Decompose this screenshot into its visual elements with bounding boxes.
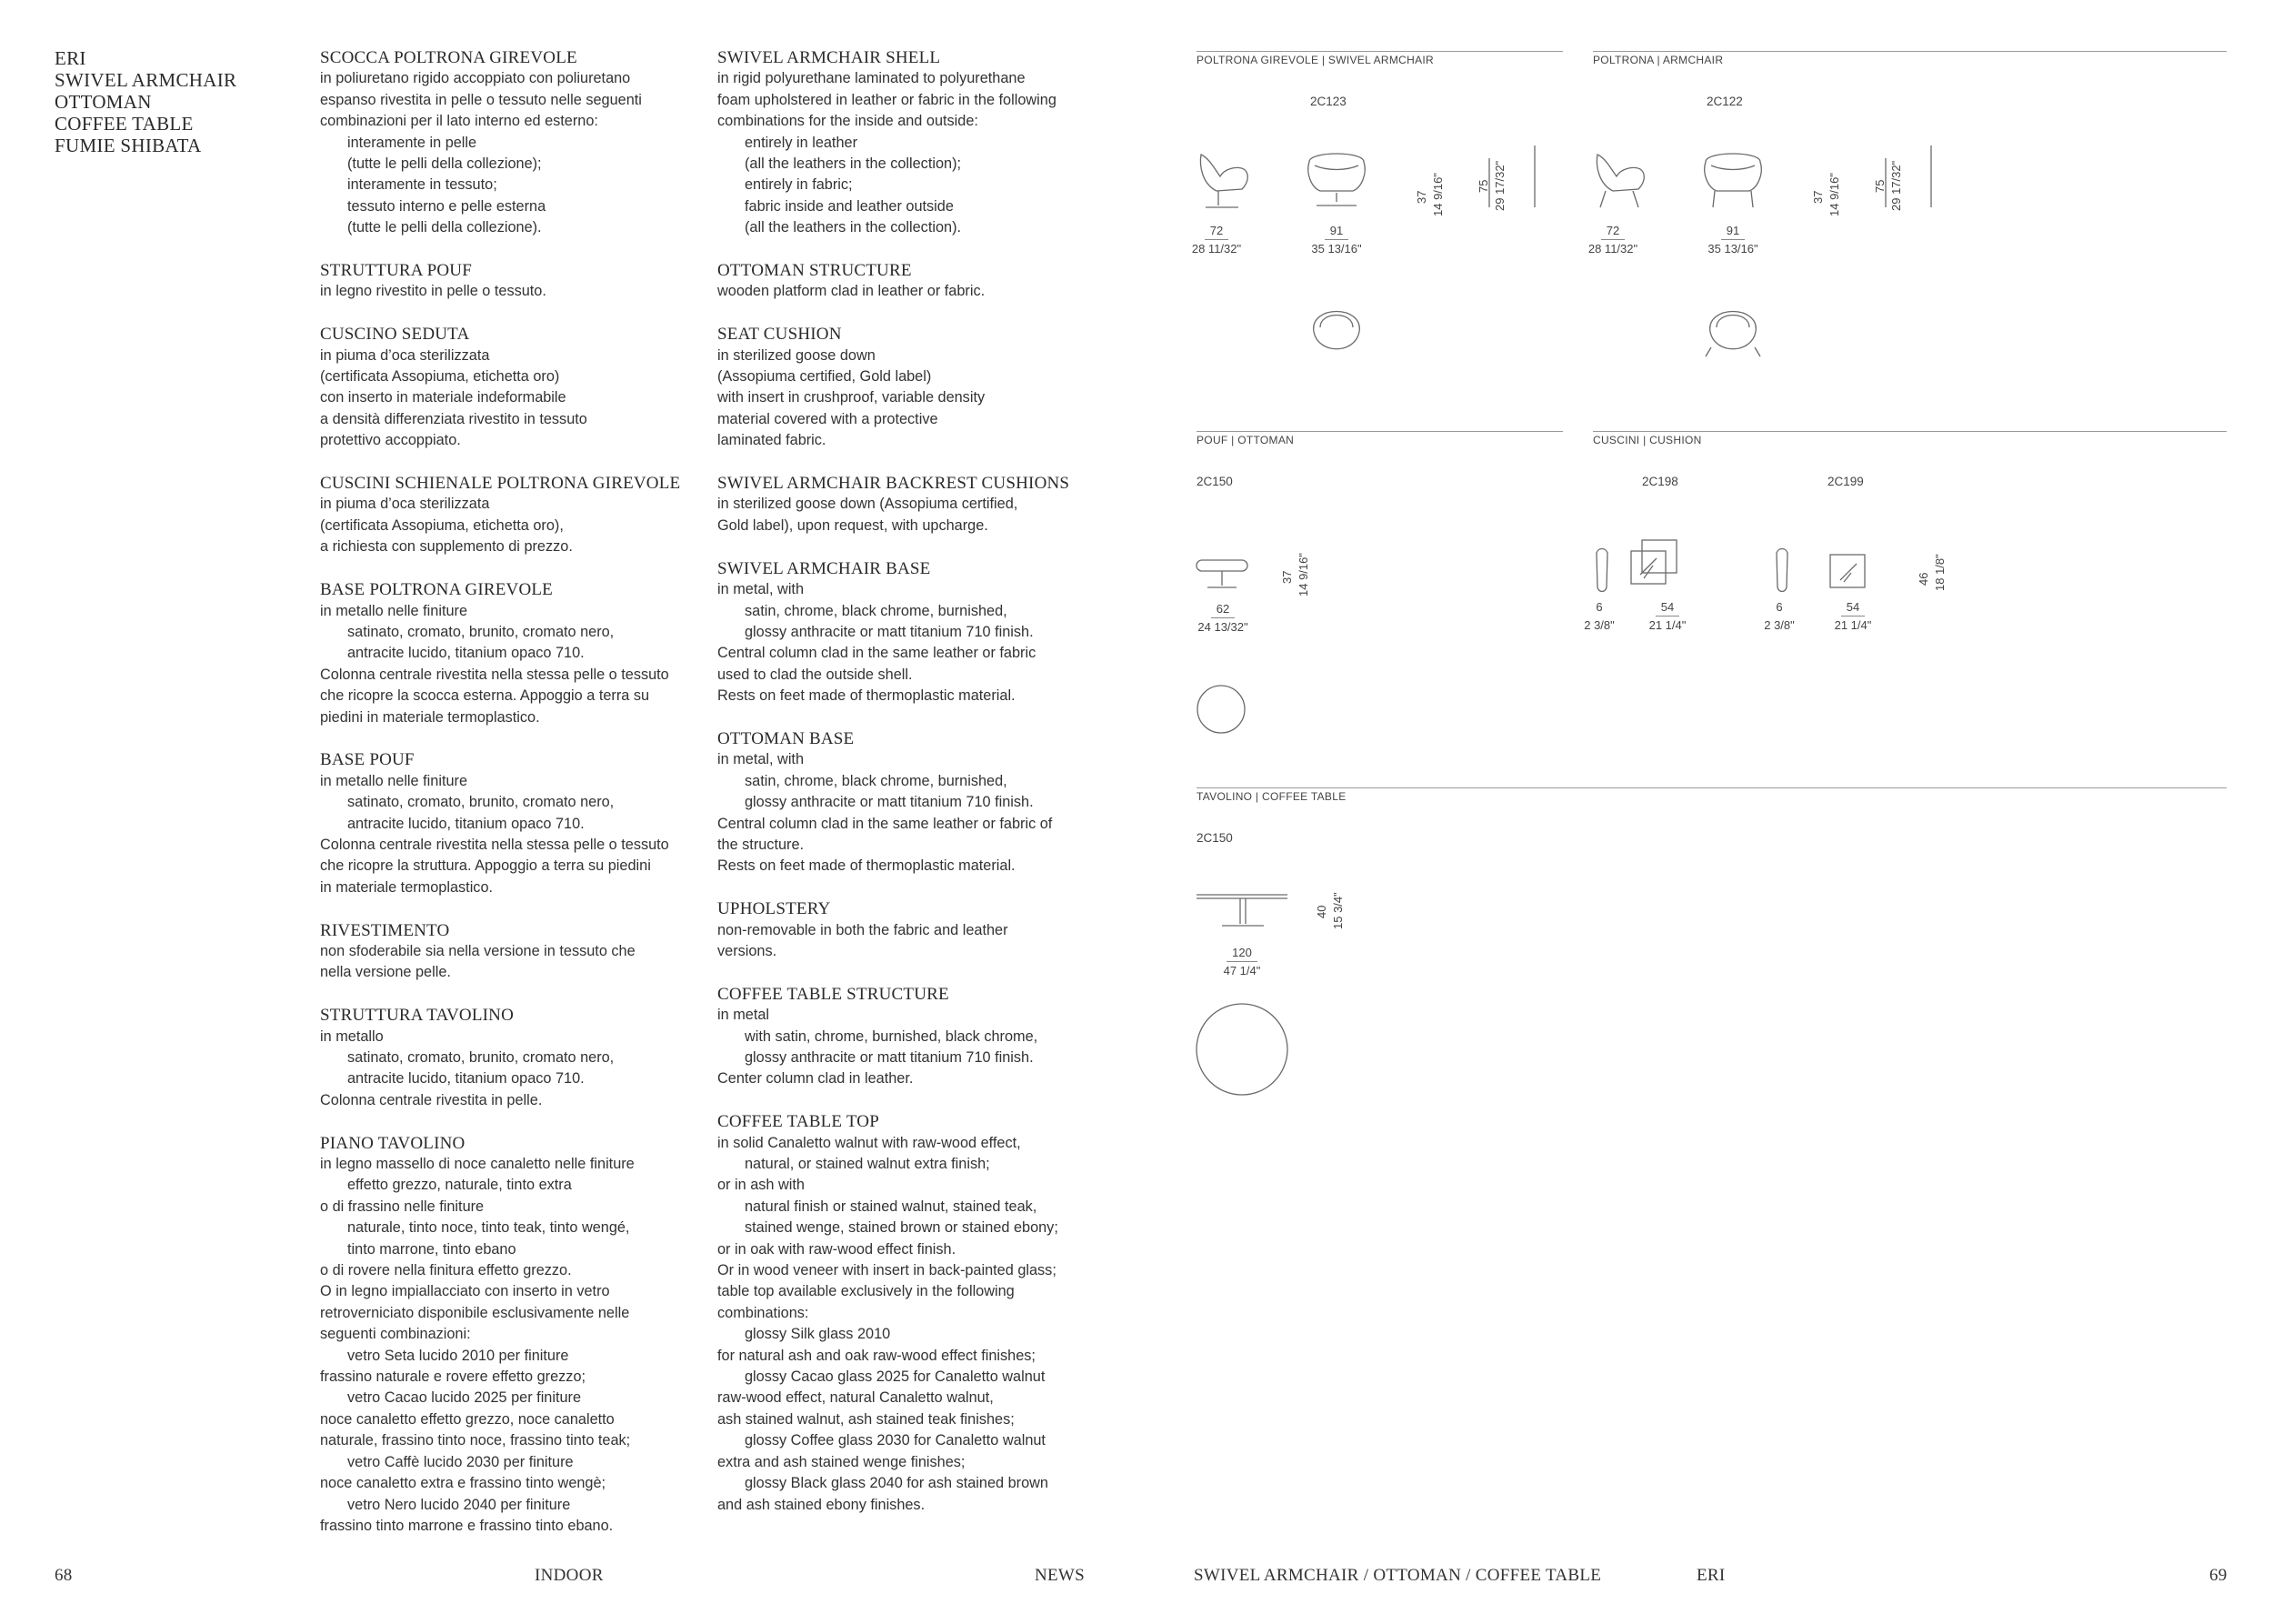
spec-section-title: COFFEE TABLE TOP: [717, 1112, 879, 1132]
spec-text-line: Central column clad in the same leather or fabric: [717, 645, 1036, 662]
spec-text-line: glossy Black glass 2040 for ash stained brown: [745, 1475, 1048, 1492]
spec-text-line: Rests on feet made of thermoplastic material.: [717, 687, 1016, 705]
spec-text-line: in poliuretano rigido accoppiato con poliuretano: [320, 70, 631, 87]
dim-thickness: 6: [1776, 600, 1783, 614]
spec-text-line: satinato, cromato, brunito, cromato nero,: [347, 623, 615, 640]
spec-section: [717, 473, 1099, 536]
dim-height: 75: [1873, 179, 1887, 193]
spec-text-line: satinato, cromato, brunito, cromato nero,: [347, 1048, 615, 1066]
dim-height: 37: [1811, 190, 1825, 204]
spec-section: [320, 47, 702, 239]
spec-section: [320, 324, 702, 451]
dim-width-inch: 21 1/4": [1834, 618, 1872, 632]
spec-text-line: in sterilized goose down (Assopiuma certified,: [717, 496, 1018, 513]
spec-text-line: retroverniciato disponibile esclusivamente nelle: [320, 1304, 630, 1321]
dim-width-inch: 21 1/4": [1648, 618, 1687, 632]
spec-text-line: natural, or stained walnut extra finish;: [745, 1156, 990, 1172]
spec-section-title: RIVESTIMENTO: [320, 920, 450, 940]
spec-text-line: or in ash with: [717, 1177, 805, 1194]
spec-text-line: in legno rivestito in pelle o tessuto.: [320, 283, 546, 300]
spec-text-line: satin, chrome, black chrome, burnished,: [745, 602, 1007, 619]
spec-text-line: Central column clad in the same leather or fabric of: [717, 815, 1053, 832]
spec-text-line: nella versione pelle.: [320, 964, 451, 981]
dim-width: 54: [1642, 600, 1693, 617]
dim-height: 75: [1477, 179, 1490, 193]
spec-text-line: glossy anthracite or matt titanium 710 finish.: [745, 794, 1034, 811]
spec-text-line: protettivo accoppiato.: [320, 432, 461, 449]
spec-text-line: glossy Coffee glass 2030 for Canaletto walnut: [745, 1432, 1046, 1449]
spec-text-line: Or in wood veneer with insert in back-painted glass;: [717, 1262, 1056, 1279]
dim-height-inch: 14 9/16": [1297, 553, 1310, 596]
spec-section: [320, 579, 702, 728]
spec-text-line: laminated fabric.: [717, 432, 826, 449]
spec-section-title: OTTOMAN BASE: [717, 728, 855, 748]
dim-width: 91: [1306, 224, 1367, 240]
spec-text-line: stained wenge, stained brown or stained ebony;: [745, 1219, 1058, 1237]
spec-section: [320, 1005, 702, 1111]
spec-text-line: in solid Canaletto walnut with raw-wood effect,: [717, 1134, 1021, 1151]
spec-text-line: natural finish or stained walnut, stained teak,: [745, 1198, 1037, 1215]
spec-text-line: antracite lucido, titanium opaco 710.: [347, 815, 585, 832]
spec-text-line: seguenti combinazioni:: [320, 1326, 471, 1343]
spec-text-line: O in legno impiallacciato con inserto in vetro: [320, 1283, 610, 1300]
spec-text-line: glossy anthracite or matt titanium 710 finish.: [745, 1048, 1034, 1066]
spec-text-line: in materiale termoplastico.: [320, 878, 494, 896]
spec-text-line: in metal, with: [717, 581, 805, 598]
spec-text-line: in sterilized goose down: [717, 346, 876, 364]
spec-text-line: glossy Cacao glass 2025 for Canaletto walnut: [745, 1368, 1046, 1386]
dim-height-inch: 29 17/32": [1889, 160, 1903, 211]
spec-text-line: naturale, frassino tinto noce, frassino tinto teak;: [320, 1432, 631, 1449]
footer-section-news: NEWS: [1035, 1566, 1086, 1585]
spec-text-line: used to clad the outside shell.: [717, 666, 913, 683]
panel-label-ottoman: POUF | OTTOMAN: [1197, 434, 1295, 446]
dim-width-inch: 24 13/32": [1197, 620, 1248, 634]
spec-text-line: in metallo: [320, 1028, 384, 1045]
spec-section-title: COFFEE TABLE STRUCTURE: [717, 984, 949, 1004]
spec-section: [717, 728, 1099, 877]
swivel-armchair-drawing: [1182, 145, 1564, 373]
spec-text-line: versions.: [717, 942, 777, 959]
page-number-right: 69: [2209, 1566, 2228, 1585]
spec-text-line: (tutte le pelli della collezione);: [347, 155, 542, 173]
spec-text-line: tinto marrone, tinto ebano: [347, 1240, 516, 1258]
spec-text-line: raw-wood effect, natural Canaletto walnut,: [717, 1389, 994, 1407]
dim-width-inch: 47 1/4": [1223, 964, 1261, 977]
dim-width-inch: 28 11/32": [1587, 242, 1638, 256]
dim-thickness: 6: [1596, 600, 1603, 614]
spec-text-line: vetro Nero lucido 2040 per finiture: [347, 1496, 571, 1513]
title-line: ERI: [55, 47, 86, 69]
spec-text-line: (Assopiuma certified, Gold label): [717, 368, 932, 386]
spec-section-title: BASE POLTRONA GIREVOLE: [320, 580, 553, 600]
spec-text-line: Colonna centrale rivestita in pelle.: [320, 1091, 543, 1108]
spec-text-line: entirely in leather: [745, 134, 857, 151]
spec-text-line: foam upholstered in leather or fabric in the following: [717, 91, 1056, 108]
spec-text-line: antracite lucido, titanium opaco 710.: [347, 645, 585, 662]
dim-width: 54: [1827, 600, 1878, 617]
collection-title: [55, 47, 236, 156]
spec-text-line: con inserto in materiale indeformabile: [320, 389, 566, 406]
dim-width: 120: [1197, 946, 1287, 962]
spec-section-title: STRUTTURA TAVOLINO: [320, 1006, 515, 1026]
spec-text-line: in metallo nelle finiture: [320, 602, 467, 619]
panel-divider: [1197, 787, 2227, 788]
spec-text-line: piedini in materiale termoplastico.: [320, 708, 540, 726]
spec-section-title: STRUTTURA POUF: [320, 261, 472, 281]
dim-width: 72: [1191, 224, 1242, 240]
dim-width: 72: [1587, 224, 1638, 240]
spec-section-title: SEAT CUSHION: [717, 325, 842, 345]
footer-collection: ERI: [1697, 1566, 1726, 1585]
dim-width: 91: [1702, 224, 1764, 240]
spec-text-line: Center column clad in leather.: [717, 1070, 914, 1088]
spec-section: [320, 260, 702, 303]
spec-text-line: in metallo nelle finiture: [320, 772, 467, 789]
spec-text-line: glossy Silk glass 2010: [745, 1326, 891, 1343]
panel-divider: [1593, 51, 2227, 52]
title-line: OTTOMAN: [55, 91, 152, 113]
spec-text-line: entirely in fabric;: [745, 176, 853, 194]
panel-label-coffee-table: TAVOLINO | COFFEE TABLE: [1197, 790, 1347, 803]
title-line: COFFEE TABLE: [55, 113, 194, 135]
spec-section: [717, 898, 1099, 962]
spec-section-title: SWIVEL ARMCHAIR SHELL: [717, 48, 941, 67]
spec-text-line: (tutte le pelli della collezione).: [347, 219, 542, 236]
spec-text-line: ash stained walnut, ash stained teak finishes;: [717, 1410, 1015, 1428]
armchair-drawing: [1578, 145, 1960, 373]
spec-text-line: interamente in pelle: [347, 134, 477, 151]
dim-height: 40: [1315, 905, 1328, 918]
spec-text-line: tessuto interno e pelle esterna: [347, 197, 546, 215]
dim-height-inch: 15 3/4": [1331, 892, 1345, 929]
spec-section: [717, 984, 1099, 1090]
product-code: 2C150: [1197, 831, 1233, 845]
spec-text-line: Colonna centrale rivestita nella stessa pelle o tessuto: [320, 836, 669, 853]
spec-text-line: with satin, chrome, burnished, black chrome,: [745, 1028, 1038, 1045]
spec-text-line: extra and ash stained wenge finishes;: [717, 1453, 966, 1470]
spec-text-line: frassino tinto marrone e frassino tinto ebano.: [320, 1517, 614, 1534]
spec-text-line: o di rovere nella finitura effetto grezzo.: [320, 1262, 572, 1279]
spec-section: [320, 920, 702, 984]
spec-text-line: a richiesta con supplemento di prezzo.: [320, 538, 573, 556]
spec-section: [320, 749, 702, 898]
dim-height: 37: [1415, 190, 1428, 204]
spec-text-line: for natural ash and oak raw-wood effect finishes;: [717, 1347, 1036, 1364]
spec-text-line: non sfoderabile sia nella versione in tessuto che: [320, 942, 636, 959]
title-line: FUMIE SHIBATA: [55, 135, 202, 156]
spec-section: [717, 260, 1099, 303]
dim-thickness-inch: 2 3/8": [1764, 618, 1795, 632]
spec-text-line: non-removable in both the fabric and leather: [717, 921, 1008, 938]
product-code: 2C150: [1197, 475, 1233, 488]
product-code: 2C198: [1642, 475, 1678, 488]
spec-text-line: Gold label), upon request, with upcharge.: [717, 516, 988, 534]
product-code: 2C123: [1310, 95, 1347, 108]
spec-text-line: (certificata Assopiuma, etichetta oro): [320, 368, 560, 386]
spec-section: [717, 324, 1099, 451]
dim-height: 37: [1280, 570, 1294, 584]
spec-text-line: material covered with a protective: [717, 410, 938, 427]
spec-text-line: noce canaletto effetto grezzo, noce canaletto: [320, 1410, 615, 1428]
spec-section-title: CUSCINI SCHIENALE POLTRONA GIREVOLE: [320, 474, 681, 494]
spec-text-line: wooden platform clad in leather or fabric.: [717, 283, 986, 300]
spec-text-line: in metal: [717, 1007, 770, 1024]
spec-text-line: che ricopre la scocca esterna. Appoggio a terra su: [320, 687, 650, 705]
spec-section-title: SCOCCA POLTRONA GIREVOLE: [320, 48, 577, 67]
spec-text-line: noce canaletto extra e frassino tinto wengè;: [320, 1475, 606, 1492]
spec-text-line: combinations for the inside and outside:: [717, 113, 978, 130]
spec-text-line: or in oak with raw-wood effect finish.: [717, 1240, 956, 1258]
spec-section-title: BASE POUF: [320, 750, 415, 770]
spec-section-title: UPHOLSTERY: [717, 899, 831, 919]
page-number-left: 68: [55, 1566, 73, 1585]
dim-height-inch: 14 9/16": [1431, 173, 1445, 216]
spec-text-line: with insert in crushproof, variable density: [717, 389, 986, 406]
spec-text-line: in piuma d’oca sterilizzata: [320, 496, 490, 513]
spec-text-line: vetro Seta lucido 2010 per finiture: [347, 1347, 569, 1364]
spec-text-line: naturale, tinto noce, tinto teak, tinto wengé,: [347, 1219, 630, 1237]
spec-text-line: Colonna centrale rivestita nella stessa pelle o tessuto: [320, 666, 669, 683]
dim-thickness-inch: 2 3/8": [1584, 618, 1615, 632]
spec-section: [717, 558, 1099, 707]
spec-text-line: satin, chrome, black chrome, burnished,: [745, 772, 1007, 789]
spec-text-line: (all the leathers in the collection);: [745, 155, 962, 173]
spec-text-line: and ash stained ebony finishes.: [717, 1496, 926, 1513]
spec-section: [320, 1133, 702, 1538]
cushion-drawing: [1578, 531, 1960, 604]
spec-text-line: espanso rivestita in pelle o tessuto nelle seguenti: [320, 91, 642, 108]
dim-width-inch: 35 13/16": [1707, 242, 1758, 256]
english-specs-column: [717, 47, 1099, 1537]
panel-divider: [1197, 51, 1563, 52]
panel-divider: [1593, 431, 2227, 432]
panel-label-swivel: POLTRONA GIREVOLE | SWIVEL ARMCHAIR: [1197, 54, 1435, 66]
spec-text-line: glossy anthracite or matt titanium 710 finish.: [745, 623, 1034, 640]
spec-text-line: vetro Cacao lucido 2025 per finiture: [347, 1389, 582, 1407]
dim-height-inch: 29 17/32": [1493, 160, 1507, 211]
spec-text-line: (certificata Assopiuma, etichetta oro),: [320, 516, 564, 534]
spec-text-line: interamente in tessuto;: [347, 176, 497, 194]
spec-text-line: a densità differenziata rivestito in tessuto: [320, 410, 587, 427]
spec-text-line: table top available exclusively in the following: [717, 1283, 1015, 1300]
dim-height-inch: 14 9/16": [1827, 173, 1841, 216]
spec-text-line: in piuma d’oca sterilizzata: [320, 346, 490, 364]
spec-text-line: in legno massello di noce canaletto nelle finiture: [320, 1156, 635, 1172]
spec-text-line: (all the leathers in the collection).: [745, 219, 962, 236]
spec-text-line: che ricopre la struttura. Appoggio a terra su piedini: [320, 857, 651, 875]
dim-width-inch: 28 11/32": [1191, 242, 1242, 256]
spec-section-title: SWIVEL ARMCHAIR BACKREST CUSHIONS: [717, 474, 1070, 494]
footer-caption: SWIVEL ARMCHAIR / OTTOMAN / COFFEE TABLE: [1194, 1566, 1602, 1585]
spec-text-line: antracite lucido, titanium opaco 710.: [347, 1070, 585, 1088]
spec-text-line: vetro Caffè lucido 2030 per finiture: [347, 1453, 574, 1470]
spec-text-line: combinazioni per il lato interno ed esterno:: [320, 113, 598, 130]
spec-text-line: Rests on feet made of thermoplastic material.: [717, 857, 1016, 875]
spec-section-title: CUSCINO SEDUTA: [320, 325, 470, 345]
spec-text-line: effetto grezzo, naturale, tinto extra: [347, 1177, 572, 1194]
product-code: 2C122: [1707, 95, 1743, 108]
spec-text-line: satinato, cromato, brunito, cromato nero,: [347, 794, 615, 811]
spec-text-line: combinations:: [717, 1304, 809, 1321]
spec-section: [717, 1111, 1099, 1516]
italian-specs-column: [320, 47, 702, 1559]
dim-height-inch: 18 1/8": [1933, 554, 1947, 591]
panel-label-cushion: CUSCINI | CUSHION: [1593, 434, 1702, 446]
panel-label-armchair: POLTRONA | ARMCHAIR: [1593, 54, 1724, 66]
panel-divider: [1197, 431, 1563, 432]
dim-width: 62: [1197, 602, 1249, 618]
spec-section-title: OTTOMAN STRUCTURE: [717, 261, 912, 281]
spec-text-line: the structure.: [717, 836, 805, 853]
dim-height: 46: [1917, 572, 1930, 586]
spec-section-title: SWIVEL ARMCHAIR BASE: [717, 558, 931, 578]
dim-width-inch: 35 13/16": [1311, 242, 1362, 256]
spec-text-line: in rigid polyurethane laminated to polyurethane: [717, 70, 1026, 87]
spec-text-line: in metal, with: [717, 751, 805, 768]
spec-section-title: PIANO TAVOLINO: [320, 1133, 466, 1153]
title-line: SWIVEL ARMCHAIR: [55, 69, 237, 91]
spec-section: [717, 47, 1099, 239]
spec-text-line: fabric inside and leather outside: [745, 197, 954, 215]
spec-text-line: o di frassino nelle finiture: [320, 1198, 485, 1215]
spec-text-line: frassino naturale e rovere effetto grezzo;: [320, 1368, 586, 1386]
footer-section-indoor: INDOOR: [535, 1566, 604, 1585]
product-code: 2C199: [1827, 475, 1864, 488]
spec-section: [320, 473, 702, 558]
